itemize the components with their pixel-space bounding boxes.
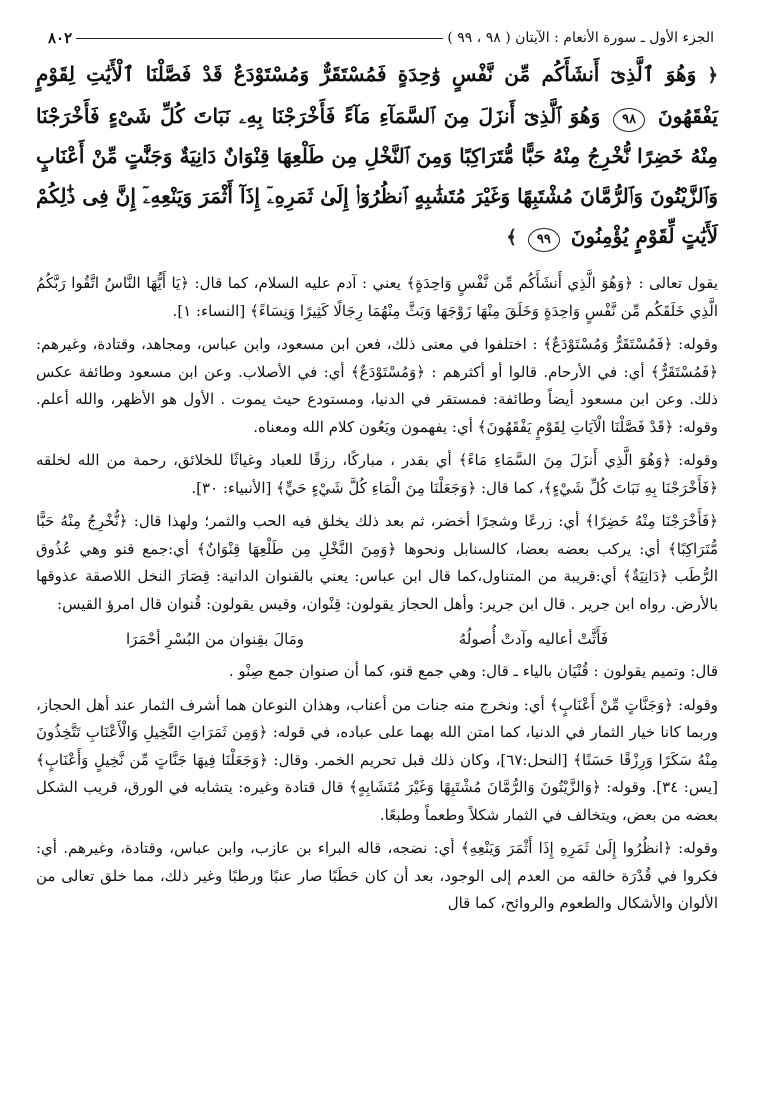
tafsir-paragraph: وقوله: ﴿انظُرُوا إِلَىٰ ثَمَرِهِ إِذَا أَثْمَرَ وَيَنْعِهِ﴾ أي: نضجه، قاله البراء بن عازب، وابن عباس، وقتادة، وغيرهم. أي: فكروا في قُدْرَة خالقه من العدم إلى الوجود، بعد أن كان حَطَبًا صار عنبًا ورطبًا وغير ذلك، مما خلق تعالى من الألوان والأشكال والطعوم والروائح، كما قال — [36, 839, 718, 912]
tafsir-paragraph: وقوله: ﴿فَمُسْتَقَرٌّ وَمُسْتَوْدَعٌ﴾ : اختلفوا في معنى ذلك، فعن ابن مسعود، وابن عباس، ومجاهد، وقتادة، وغيرهم: ﴿فَمُسْتَقَرٌّ﴾ أي: في الأرحام. قالوا أو أكثرهم : ﴿وَمُسْتَوْدَعٌ﴾ أي: في الأصلاب. وعن ابن مسعود وطائفة عكس ذلك. وعن ابن مسعود أيضاً وطائفة: فمستقر في الدنيا، ومستودع حيث يموت . الأول هو الأظهر، والله أعلم. وقوله: ﴿قَدْ فَصَّلْنَا الْآيَاتِ لِقَوْمٍ يَفْقَهُونَ﴾ أي: يفهمون ويَعُون كلام الله ومعناه. — [36, 335, 718, 436]
ayah-number-99: ٩٩ — [528, 228, 560, 252]
tafsir-paragraph: وقوله: ﴿وَهُوَ الَّذِي أَنزَلَ مِنَ السَّمَاءِ مَاءً﴾ أي بقدر ، مباركًا، رزقًا للعباد وغياثًا للخلائق، رحمة من الله لخلقه ﴿فَأَخْرَجْنَا بِهِ نَبَاتَ كُلِّ شَيْءٍ﴾، كما قال: ﴿وَجَعَلْنَا مِنَ الْمَاءِ كُلَّ شَيْءٍ حَيٍّ﴾ [الأنبياء: ٣٠]. — [36, 451, 718, 497]
header-rule — [76, 38, 443, 39]
close-ornament-icon: ﴾ — [506, 227, 517, 248]
poem-verse — [36, 624, 718, 654]
running-title: الجزء الأول ـ سورة الأنعام : الآيتان ( ٩٨ ، ٩٩ ) — [447, 30, 714, 46]
open-ornament-icon: ﴿ — [707, 65, 718, 86]
tafsir-paragraph: ﴿فَأَخْرَجْنَا مِنْهُ خَضِرًا﴾ أي: زرعًا وشجرًا أخضر، ثم بعد ذلك يخلق فيه الحب والثمر؛ ولهذا قال: ﴿نُّخْرِجُ مِنْهُ حَبًّا مُّتَرَاكِبًا﴾ أي: يركب بعضه بعضا، كالسنابل ونحوها ﴿وَمِنَ النَّخْلِ مِن طَلْعِهَا قِنْوَانٌ﴾ أي:جمع قنو وهي عُذُوق الرُّطَب ﴿دَانِيَةٌ﴾ أي:قريبة من المتناول،كما قال ابن عباس: يعني بالقنوان الدانية: قِصَارَ النخل اللاصقة عذوقها بالأرض. رواه ابن جرير . قال ابن جرير: وأهل الحجاز يقولون: قِنْوان، وقيس يقولون: قُنوان قال امرؤ القيس: — [36, 512, 718, 613]
page-header — [38, 26, 718, 50]
poem-first-hemistich: فَأَثَّتْ أعاليه وآدتْ أُصولُهُ — [458, 630, 608, 648]
verse-99-text: وَهُوَ ٱلَّذِىٓ أَنزَلَ مِنَ ٱلسَّمَآءِ مَآءً فَأَخْرَجْنَا بِهِۦ نَبَاتَ كُلِّ شَىْءٍ فَأَخْرَجْنَا مِنْهُ خَضِرًا نُّخْرِجُ مِنْهُ حَبًّا مُّتَرَاكِبًا وَمِنَ ٱلنَّخْلِ مِن طَلْعِهَا قِنْوَانٌ دَانِيَةٌ وَجَنَّٰتٍ مِّنْ أَعْنَابٍ وَٱلزَّيْتُونَ وَٱلرُّمَّانَ مُشْتَبِهًا وَغَيْرَ مُتَشَٰبِهٍ ٱنظُرُوٓا۟ إِلَىٰ ثَمَرِهِۦٓ إِذَآ أَثْمَرَ وَيَنْعِهِۦٓ إِنَّ فِى ذَٰلِكُمْ لَأَيَٰتٍ لِّقَوْمٍ يُؤْمِنُونَ — [36, 104, 718, 248]
page-number: ٨٠٢ — [48, 29, 73, 47]
quran-verses — [36, 54, 718, 258]
tafsir-paragraph: يقول تعالى : ﴿وَهُوَ الَّذِي أَنشَأَكُم مِّن نَّفْسٍ وَاحِدَةٍ﴾ يعني : آدم عليه السلام، كما قال: ﴿يَا أَيُّهَا النَّاسُ اتَّقُوا رَبَّكُمُ الَّذِي خَلَقَكُم مِّن نَّفْسٍ وَاحِدَةٍ وَخَلَقَ مِنْهَا زَوْجَهَا وَبَثَّ مِنْهُمَا رِجَالًا كَثِيرًا وَنِسَاءً﴾ [النساء: ١]. — [36, 274, 718, 320]
tafsir-body — [36, 270, 718, 918]
tafsir-paragraph: وقوله: ﴿وَجَنَّاتٍ مِّنْ أَعْنَابٍ﴾ أي: ونخرج منه جنات من أعناب، وهذان النوعان هما أشرف الثمار عند أهل الحجاز، وربما كانا خيار الثمار في الدنيا، كما امتن الله بهما على عباده، في قوله: ﴿وَمِن ثَمَرَاتِ النَّخِيلِ وَالْأَعْنَابِ تَتَّخِذُونَ مِنْهُ سَكَرًا وَرِزْقًا حَسَنًا﴾ [النحل:٦٧]، وكان ذلك قبل تحريم الخمر. وقال: ﴿وَجَعَلْنَا فِيهَا جَنَّاتٍ مِّن نَّخِيلٍ وَأَعْنَابٍ﴾ [يس: ٣٤]. وقوله: ﴿وَالزَّيْتُونَ وَالرُّمَّانَ مُشْتَبِهًا وَغَيْرَ مُتَشَابِهٍ﴾ قال قتادة وغيره: يتشابه في الورق، قريب الشكل بعضه من بعض، ويتخالف في الثمار شكلاً وطعماً وطبعًا. — [36, 695, 718, 824]
verse-98-text: وَهُوَ ٱلَّذِىٓ أَنشَأَكُم مِّن نَّفْسٍ وَٰحِدَةٍ فَمُسْتَقَرٌّ وَمُسْتَوْدَعٌ قَدْ فَصَّلْنَا ٱلْأَيَٰتِ لِقَوْمٍ يَفْقَهُونَ — [36, 62, 718, 128]
poem-second-hemistich: ومَالَ بقِنوان من البُسْرِ أحْمَرَا — [126, 630, 304, 648]
ayah-number-98: ٩٨ — [613, 108, 645, 132]
tafsir-paragraph: قال: وتميم يقولون : قُنْيَان بالياء ـ قال: وهي جمع قنو، كما أن صنوان جمع صِنْو . — [228, 662, 718, 680]
